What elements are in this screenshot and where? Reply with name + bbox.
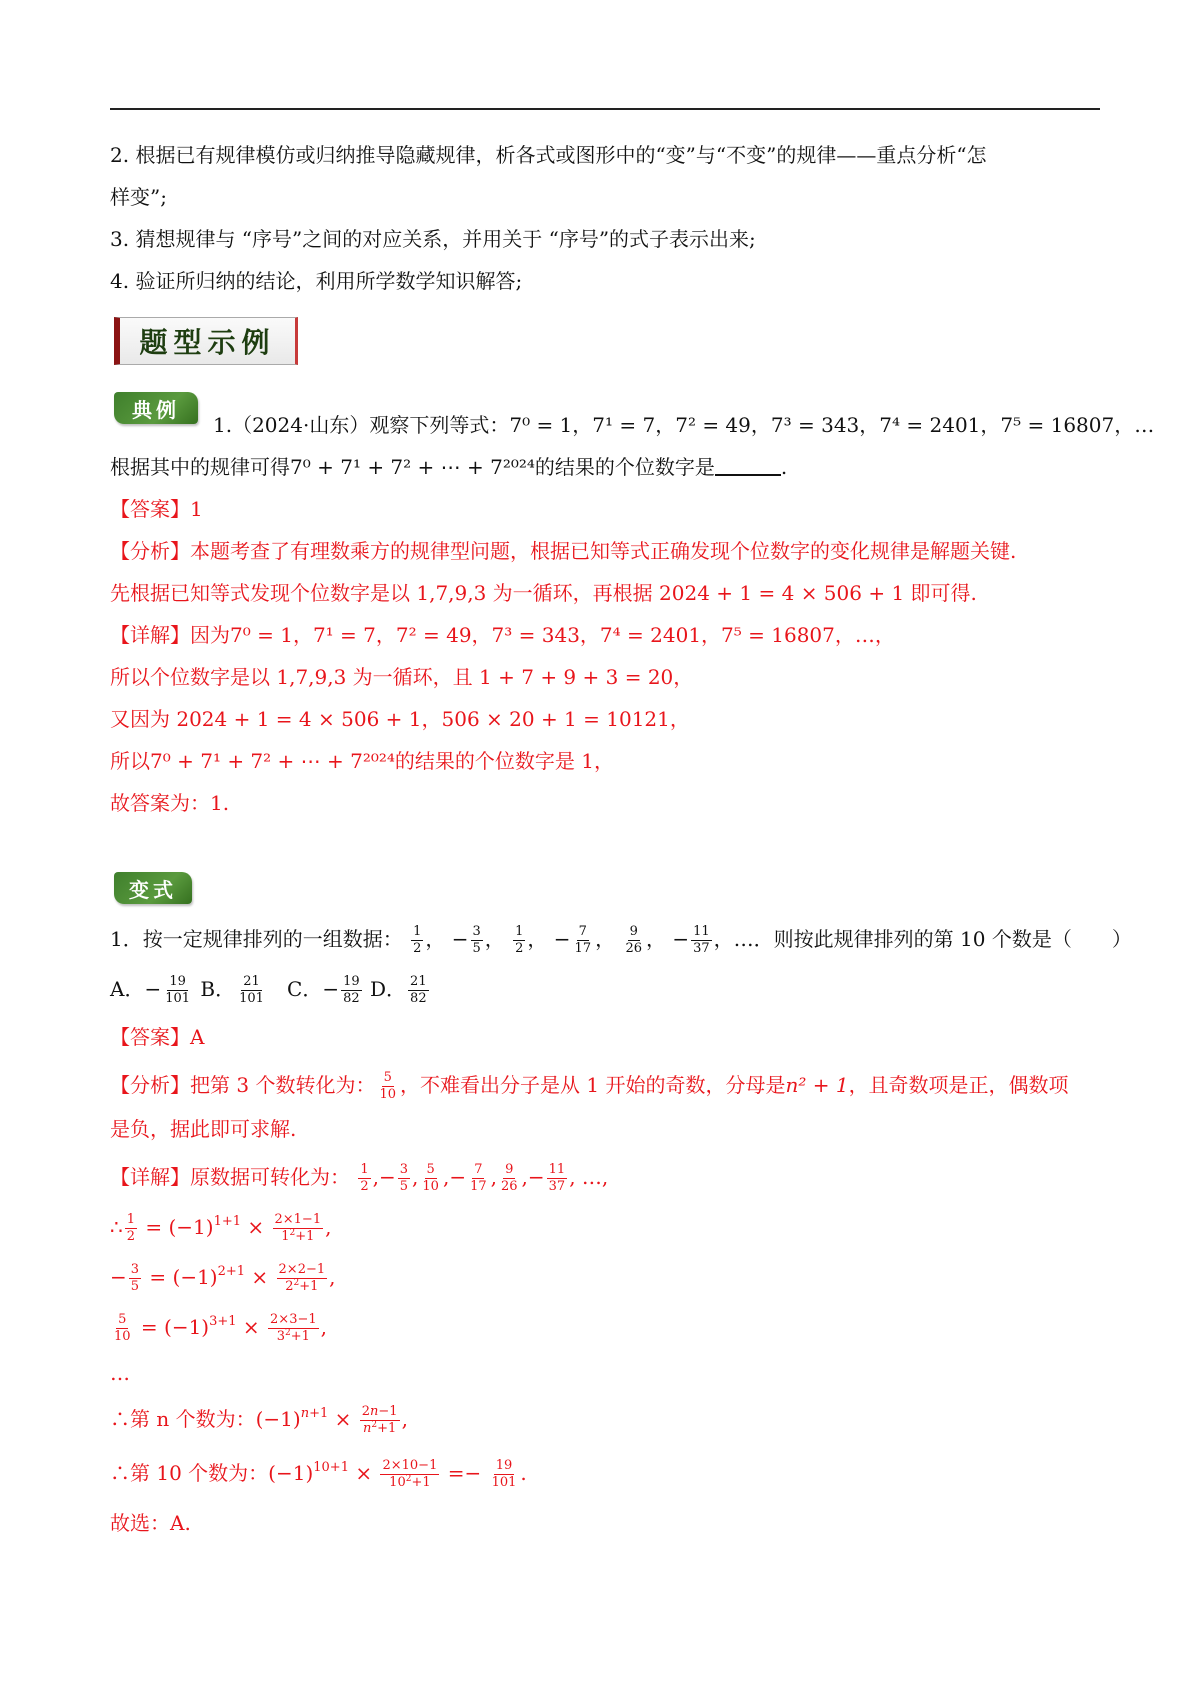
variant-term-2: − $\frac{3}{5}$ = $(-1)^{2+1}$ × $\frac{2\times 2-1}{2^2+1}$ , <box>110 1262 336 1294</box>
example-detail-text: 因为7⁰ = 1，7¹ = 7，7² = 49，7³ = 343，7⁴ = 2401，7⁵ = 16807，…， <box>190 623 895 647</box>
example-question-prefix: 1.（2024·山东）观察下列等式： <box>213 413 510 437</box>
example-tag <box>114 392 198 424</box>
variant-question-suffix: ，…．则按此规律排列的第 10 个数是（ ） <box>713 927 1132 951</box>
intro-step-2-cont: 样变”; <box>110 185 167 209</box>
example-question-line2 <box>110 446 1100 488</box>
variant-10th-term: ∴第 10 个数为：$(-1)^{10+1}$ × $\frac{2\times 10-1}{10^2+1}$ =− $\frac{19}{101}$ . <box>110 1458 527 1490</box>
variant-conclusion: 故选：A. <box>110 1511 191 1535</box>
example-question-line1 <box>213 404 1155 446</box>
variant-question: 1．按一定规律排列的一组数据： $\frac{1}{2}$ ， − $\frac{3}{5}$ ， $\frac{1}{2}$ ， − $\frac{7}{17}$ ， $\frac{9}{26}$ ， − $\frac{11}{37}$ ，…．则按此规律排列的第 10 个数是（ ） <box>110 924 1132 956</box>
variant-analysis-a: 把第 3 个数转化为： <box>190 1073 376 1097</box>
variant-question-prefix: 1．按一定规律排列的一组数据： <box>110 927 403 951</box>
example-detail-line4 <box>110 740 1100 782</box>
variant-answer-label: 【答案】 <box>110 1025 190 1049</box>
variant-analysis-b: ，不难看出分子是从 1 开始的奇数，分母是 <box>400 1073 786 1097</box>
intro-step-4: 4. 验证所归纳的结论，利用所学数学知识解答; <box>110 269 523 293</box>
variant-10th-label: ∴第 10 个数为： <box>110 1461 269 1485</box>
seq-fraction: $\frac{1}{2}$ <box>515 924 524 956</box>
variant-options <box>110 968 1100 1010</box>
variant-answer <box>110 1016 1100 1058</box>
option-a-label: A． <box>110 977 145 1001</box>
variant-ellipsis: … <box>110 1361 130 1385</box>
example-analysis-label: 【分析】 <box>110 539 190 563</box>
option-b[interactable]: B． $\frac{21}{101}$ <box>200 974 264 1006</box>
example-analysis-text: 本题考查了有理数乘方的规律型问题，根据已知等式正确发现个位数字的变化规律是解题关键. <box>190 539 1017 563</box>
seq-fraction: $\frac{3}{5}$ <box>472 924 481 956</box>
section-banner-label: 题型示例 <box>139 326 276 359</box>
variant-nth-label: ∴第 n 个数为： <box>110 1407 256 1431</box>
example-detail-line4-sum: 7⁰ + 7¹ + 7² + ⋯ + 7²⁰²⁴ <box>150 749 395 773</box>
variant-analysis-label: 【分析】 <box>110 1073 190 1097</box>
example-question-sum: 7⁰ + 7¹ + 7² + ⋯ + 7²⁰²⁴ <box>290 455 535 479</box>
variant-tag-label: 变式 <box>129 877 177 902</box>
example-answer-value: 1 <box>190 497 203 521</box>
seq-fraction: $\frac{11}{37}$ <box>693 924 710 956</box>
answer-blank <box>715 452 781 476</box>
example-tag-label: 典例 <box>132 397 180 422</box>
example-analysis <box>110 530 1100 572</box>
example-detail-line5: 故答案为：1. <box>110 791 230 815</box>
example-detail-line1 <box>110 614 1100 656</box>
example-answer <box>110 488 1100 530</box>
option-d-label: D． <box>370 977 407 1001</box>
example-analysis-line2: 先根据已知等式发现个位数字是以 1,7,9,3 为一循环，再根据 2024 + 1 = 4 × 506 + 1 即可得. <box>110 581 977 605</box>
header-rule <box>110 108 1100 110</box>
variant-detail-label: 【详解】 <box>110 1165 190 1189</box>
seq-fraction: $\frac{9}{26}$ <box>625 924 642 956</box>
variant-answer-value: A <box>190 1025 205 1049</box>
variant-nth-term: ∴第 n 个数为：$(-1)^{n+1}$ × $\frac{2n-1}{n^2+1}$ , <box>110 1404 408 1436</box>
option-d[interactable]: D． $\frac{21}{82}$ <box>370 974 427 1006</box>
example-answer-label: 【答案】 <box>110 497 190 521</box>
example-detail-label: 【详解】 <box>110 623 190 647</box>
example-question-text-b: 的结果的个位数字是 <box>534 455 715 479</box>
variant-analysis-line2: 是负，据此即可求解. <box>110 1117 297 1141</box>
example-detail-line4-a: 所以 <box>110 749 150 773</box>
seq-fraction: $\frac{1}{2}$ <box>413 924 422 956</box>
variant-analysis-expr: n² + 1 <box>785 1073 849 1097</box>
option-c-label: C． <box>287 977 323 1001</box>
variant-tag <box>114 872 192 904</box>
intro-step-2: 2. 根据已有规律模仿或归纳推导隐藏规律，析各式或图形中的“变”与“不变”的规律——重点分析“怎 <box>110 143 987 167</box>
variant-detail: 【详解】原数据可转化为： $\frac{1}{2}$ ,− $\frac{3}{5}$ , $\frac{5}{10}$ ,− $\frac{7}{17}$ , $\frac{9}{26}$ ,− $\frac{11}{37}$ , …, <box>110 1162 609 1194</box>
example-detail-line2: 所以个位数字是以 1,7,9,3 为一循环，且 1 + 7 + 9 + 3 = 20， <box>110 665 694 689</box>
section-banner <box>114 317 298 365</box>
example-question-sequence: 7⁰ = 1，7¹ = 7，7² = 49，7³ = 343，7⁴ = 2401，7⁵ = 16807，… <box>509 413 1155 437</box>
option-b-label: B． <box>200 977 236 1001</box>
option-c[interactable]: C．− $\frac{19}{82}$ <box>287 974 360 1006</box>
example-question-end: . <box>780 455 788 479</box>
example-question-text-a: 根据其中的规律可得 <box>110 455 290 479</box>
example-detail-line4-b: 的结果的个位数字是 1， <box>394 749 615 773</box>
variant-term-1: ∴ $\frac{1}{2}$ = $(-1)^{1+1}$ × $\frac{2\times 1-1}{1^2+1}$ , <box>110 1212 332 1244</box>
intro-step-3: 3. 猜想规律与 “序号”之间的对应关系，并用关于 “序号”的式子表示出来; <box>110 227 756 251</box>
variant-analysis: 【分析】把第 3 个数转化为： $\frac{5}{10}$ ，不难看出分子是从 1 开始的奇数，分母是n² + 1，且奇数项是正，偶数项 <box>110 1070 1069 1102</box>
example-detail-line3: 又因为 2024 + 1 = 4 × 506 + 1，506 × 20 + 1 = 10121， <box>110 707 690 731</box>
option-a[interactable]: A．− $\frac{19}{101}$ <box>110 974 191 1006</box>
seq-fraction: $\frac{7}{17}$ <box>574 924 592 956</box>
variant-detail-a: 原数据可转化为： <box>190 1165 350 1189</box>
variant-analysis-c: ，且奇数项是正，偶数项 <box>848 1073 1069 1097</box>
variant-term-3: $\frac{5}{10}$ = $(-1)^{3+1}$ × $\frac{2\times 3-1}{3^2+1}$ , <box>114 1312 327 1344</box>
